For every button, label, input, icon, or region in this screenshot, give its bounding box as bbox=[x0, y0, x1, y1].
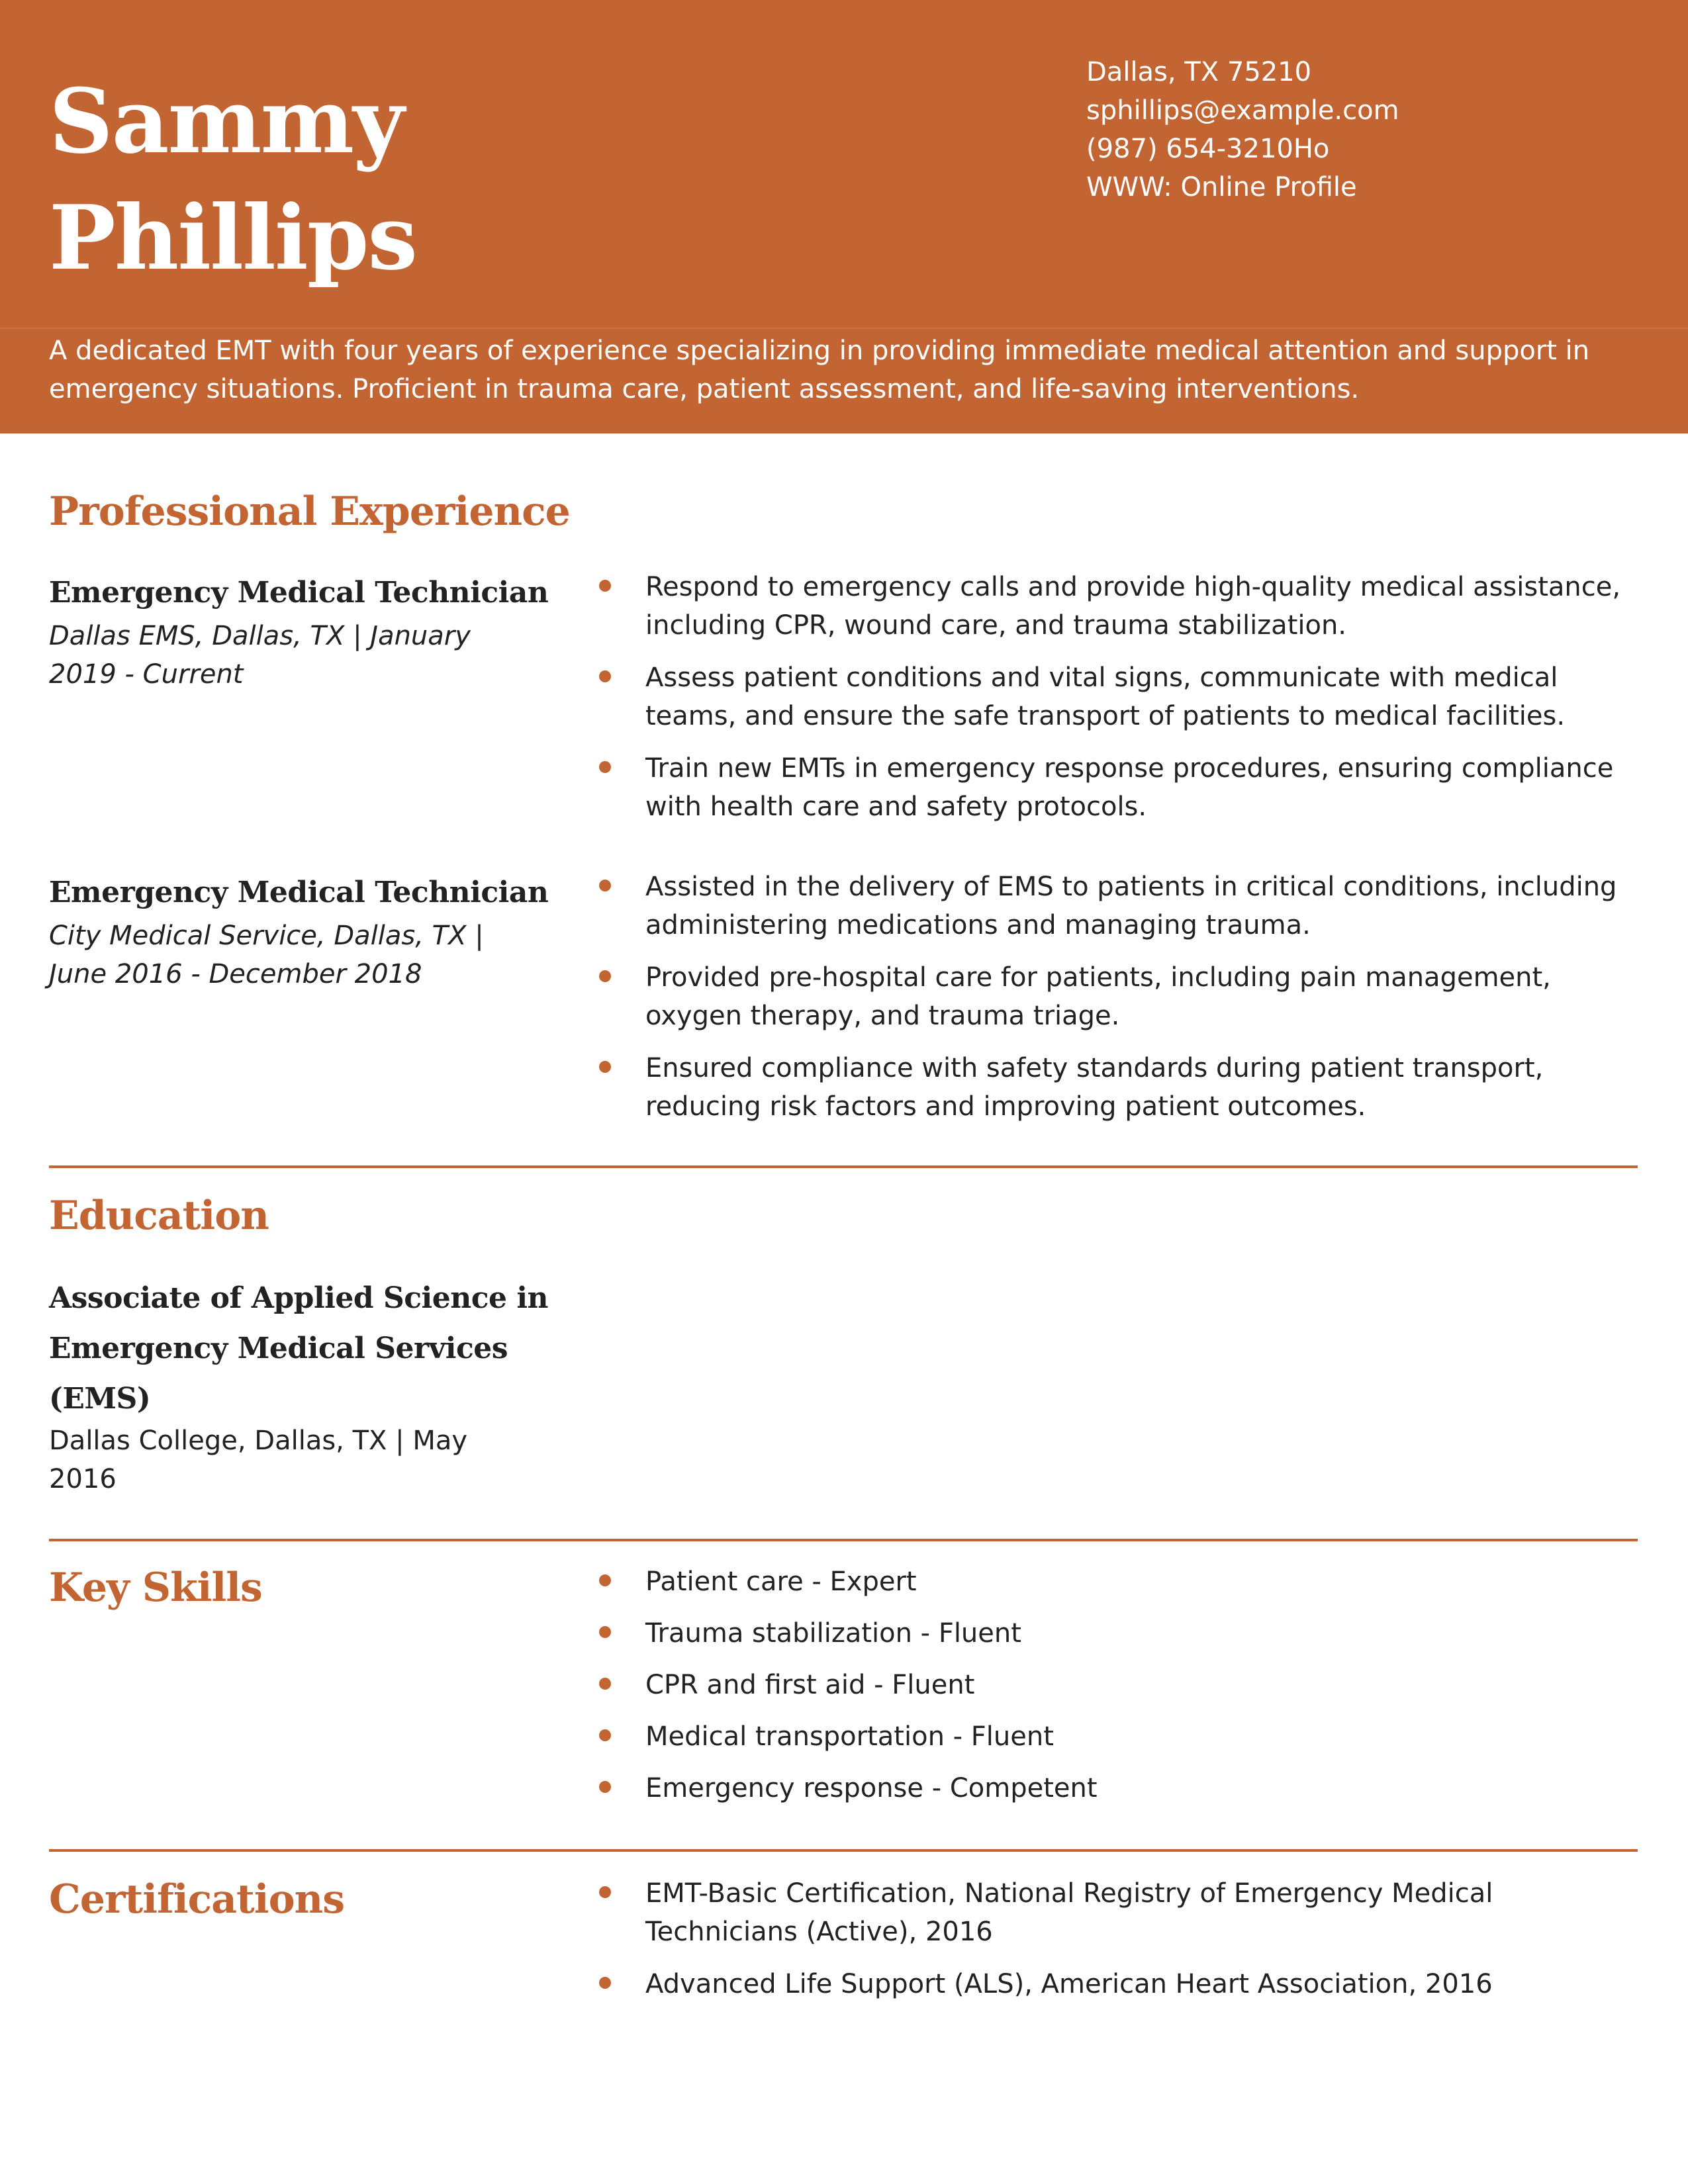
section-divider bbox=[49, 1539, 1638, 1541]
first-name: Sammy bbox=[49, 69, 404, 173]
list-item: Medical transportation - Fluent bbox=[599, 1717, 1632, 1756]
header-banner bbox=[0, 0, 1688, 433]
section-divider bbox=[49, 1849, 1638, 1852]
skills-heading: Key Skills bbox=[49, 1565, 262, 1611]
list-item: Patient care - Expert bbox=[599, 1563, 1632, 1601]
list-item: Train new EMTs in emergency response procedures, ensuring compliance with health care and safety protocols. bbox=[599, 749, 1632, 826]
bullet-dot-icon bbox=[599, 761, 611, 773]
skills-list bbox=[599, 1563, 1632, 1821]
section-divider bbox=[49, 1165, 1638, 1168]
job-1-title: Emergency Medical Technician bbox=[49, 576, 549, 610]
contact-location: Dallas, TX 75210 bbox=[1086, 57, 1312, 87]
list-item: Emergency response - Competent bbox=[599, 1769, 1632, 1807]
bullet-dot-icon bbox=[599, 970, 611, 982]
bullet-dot-icon bbox=[599, 1729, 611, 1741]
list-item: Provided pre-hospital care for patients, including pain management, oxygen therapy, and trauma triage. bbox=[599, 958, 1632, 1035]
bullet-dot-icon bbox=[599, 880, 611, 891]
contact-email[interactable]: sphillips@example.com bbox=[1086, 95, 1399, 126]
bullet-dot-icon bbox=[599, 1061, 611, 1073]
contact-info bbox=[1086, 53, 1656, 206]
list-item: Advanced Life Support (ALS), American Heart Association, 2016 bbox=[599, 1965, 1632, 2003]
last-name: Phillips bbox=[49, 185, 416, 290]
experience-heading: Professional Experience bbox=[49, 488, 570, 535]
certifications-heading: Certifications bbox=[49, 1876, 344, 1923]
bullet-dot-icon bbox=[599, 1626, 611, 1638]
list-item: CPR and first aid - Fluent bbox=[599, 1666, 1632, 1704]
list-item: Respond to emergency calls and provide high-quality medical assistance, including CPR, wound care, and trauma stabilization. bbox=[599, 568, 1632, 645]
list-item: Trauma stabilization - Fluent bbox=[599, 1614, 1632, 1653]
contact-website[interactable]: WWW: Online Profile bbox=[1086, 172, 1357, 203]
job-2-meta: City Medical Service, Dallas, TX | June 2016 - December 2018 bbox=[49, 921, 484, 989]
education-degree: Associate of Applied Science in Emergency Medical Services (EMS) bbox=[49, 1281, 549, 1416]
job-1-meta: Dallas EMS, Dallas, TX | January 2019 - Current bbox=[49, 621, 471, 690]
job-2-title: Emergency Medical Technician bbox=[49, 876, 549, 909]
bullet-dot-icon bbox=[599, 580, 611, 592]
bullet-dot-icon bbox=[599, 1977, 611, 1989]
bullet-dot-icon bbox=[599, 1678, 611, 1690]
education-heading: Education bbox=[49, 1193, 269, 1239]
bullet-dot-icon bbox=[599, 1886, 611, 1898]
list-item: Assisted in the delivery of EMS to patients in critical conditions, including administering medications and managing trauma. bbox=[599, 868, 1632, 944]
bullet-dot-icon bbox=[599, 1574, 611, 1586]
contact-phone: (987) 654-3210Ho bbox=[1086, 134, 1330, 164]
candidate-name bbox=[49, 63, 976, 296]
professional-summary: A dedicated EMT with four years of experience specializing in providing immediate medical attention and support in emergency situations. Proficient in trauma care, patient assessment, and life-saving interventions. bbox=[49, 336, 1590, 404]
list-item: EMT-Basic Certification, National Registry of Emergency Medical Technicians (Active), 2016 bbox=[599, 1874, 1632, 1951]
job-2-bullets bbox=[599, 868, 1632, 1140]
list-item: Ensured compliance with safety standards during patient transport, reducing risk factors and improving patient outcomes. bbox=[599, 1049, 1632, 1126]
bullet-dot-icon bbox=[599, 670, 611, 682]
education-meta: Dallas College, Dallas, TX | May 2016 bbox=[49, 1426, 468, 1494]
certifications-list bbox=[599, 1874, 1632, 2017]
list-item: Assess patient conditions and vital signs, communicate with medical teams, and ensure the safe transport of patients to medical facilities. bbox=[599, 659, 1632, 735]
summary-divider bbox=[0, 328, 1688, 329]
job-1-bullets bbox=[599, 568, 1632, 840]
bullet-dot-icon bbox=[599, 1781, 611, 1793]
